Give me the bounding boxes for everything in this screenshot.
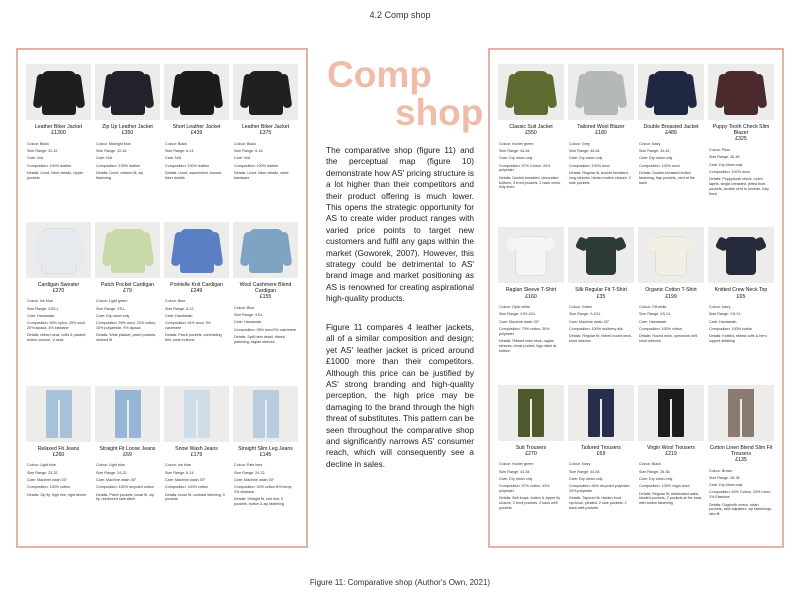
product-size-range: Size Range: 6-14 bbox=[165, 149, 194, 154]
product-care: Care: Handwash bbox=[27, 314, 55, 318]
product-colour: Colour: Black bbox=[639, 462, 661, 467]
product-name: Pointelle Knit Cardigan bbox=[170, 281, 223, 288]
product-composition: Composition: 100% wool bbox=[639, 163, 680, 168]
product-colour: Colour: Hunter green bbox=[499, 462, 534, 467]
product-size-range: Size Range: 44-54 bbox=[569, 149, 600, 154]
product-care: Care: Machine wash 30° bbox=[165, 477, 206, 482]
product-size-range: Size Range: XXS-XXL bbox=[499, 312, 536, 317]
pants-garment-icon bbox=[184, 390, 210, 438]
product-price: £69 bbox=[596, 450, 606, 457]
product-details: Details: Lined, relaxed fit, zip fastening bbox=[96, 170, 144, 180]
product-details: Details: Regular fit, elasticated waist, slanted pockets, 2 pockets at the back with button fastening bbox=[639, 491, 702, 506]
product-composition: Composition: 100% wool bbox=[709, 169, 750, 174]
product-details: Details: Lined, biker details, silver hardware bbox=[234, 170, 289, 180]
product-colour: Colour: Light blue bbox=[27, 463, 56, 468]
product-colour: Colour: Navy bbox=[639, 141, 661, 146]
product-size-range: Size Range: XS-L bbox=[96, 306, 126, 311]
product-photo bbox=[638, 64, 704, 120]
product-photo bbox=[638, 385, 704, 441]
product-price: £69 bbox=[123, 451, 132, 458]
product-photo bbox=[708, 385, 774, 441]
product-card bbox=[233, 222, 298, 376]
product-name: Leather Biker Jacket bbox=[241, 124, 290, 130]
product-size-range: Size Range: S-XXL bbox=[569, 312, 601, 317]
pants-garment-icon bbox=[253, 390, 279, 438]
product-name: Straight Slim Leg Jeans bbox=[238, 445, 293, 452]
product-photo bbox=[26, 222, 91, 278]
product-composition: Composition: 100% cotton bbox=[27, 485, 71, 490]
product-composition: Composition: 57% Cotton, 43% polyester bbox=[499, 163, 551, 173]
product-details: Details: Patch pockets, contrasting trim, pearl buttons bbox=[165, 333, 222, 343]
product-composition: Composition: 91% wool, 9% cashmere bbox=[165, 321, 211, 331]
product-photo bbox=[164, 64, 229, 120]
product-details: Details: Wide placket, patch pockets, relaxed fit bbox=[96, 333, 157, 343]
product-size-range: Size Range: 6-12 bbox=[165, 306, 194, 311]
product-care: Care: N/A bbox=[165, 156, 182, 161]
product-card bbox=[95, 64, 160, 212]
product-colour: Colour: Navy bbox=[709, 305, 731, 310]
product-details: Details: Knitted, ribbed cuffs & hem, lopped detailing bbox=[709, 334, 768, 344]
product-photo bbox=[498, 227, 564, 283]
product-name: Classic Suit Jacket bbox=[509, 124, 553, 130]
product-colour: Colour: Ice blue bbox=[27, 299, 53, 304]
product-name: Suit Trousers bbox=[515, 444, 547, 451]
product-photo bbox=[164, 222, 229, 278]
pants-garment-icon bbox=[728, 389, 754, 437]
product-care: Care: N/A bbox=[27, 156, 44, 161]
product-care: Care: Dry clean only bbox=[639, 156, 673, 161]
product-composition: Composition: 95% wool 5% cashmere bbox=[234, 327, 297, 332]
pants-garment-icon bbox=[658, 389, 684, 437]
product-care: Care: Handwash bbox=[709, 319, 737, 324]
product-card bbox=[164, 386, 229, 538]
product-photo bbox=[26, 64, 91, 120]
product-details: Details: Zip fly, high rise, rigid denim bbox=[27, 492, 86, 497]
product-size-range: Size Range: XS-XL bbox=[709, 312, 741, 317]
product-price: £489 bbox=[665, 130, 677, 137]
product-colour: Colour: Off-white bbox=[639, 305, 667, 310]
tee-garment-icon bbox=[656, 237, 686, 275]
product-card bbox=[638, 64, 704, 217]
product-care: Care: N/A bbox=[96, 156, 113, 161]
product-price: £270 bbox=[52, 287, 65, 294]
product-price: £65 bbox=[736, 293, 746, 300]
product-card bbox=[498, 64, 564, 217]
product-size-range: Size Range: 24-32 bbox=[96, 470, 127, 475]
product-photo bbox=[95, 222, 160, 278]
product-photo bbox=[708, 64, 774, 120]
product-colour: Colour: Black bbox=[165, 141, 187, 146]
pants-garment-icon bbox=[115, 390, 141, 438]
product-colour: Colour: Ice blue bbox=[165, 463, 191, 468]
product-card bbox=[568, 227, 634, 374]
body-paragraph-1: The comparative shop (figure 11) and the perceptual map (figure 10) demonstrate how AS' pricing structure is a lot higher than their competitors and their product offering is much lower. This opens the strategic opportunity for AS to create wider product ranges with varied price points to target new customers and fulfil any gaps within the market (Goworek, 2007). However, this strategy could be detrimental to AS' brand image and market positioning as AS is renowned for creating aspirational high-quality products. bbox=[326, 145, 474, 304]
product-card bbox=[95, 386, 160, 538]
product-composition: Composition: 56% nylon, 20% wool, 20% alpaca, 4% elastane bbox=[27, 321, 86, 331]
product-price: £35 bbox=[596, 293, 606, 300]
pants-garment-icon bbox=[46, 390, 72, 438]
product-size-range: Size Range: 44-54 bbox=[499, 469, 530, 474]
product-care: Care: Dry clean only bbox=[569, 476, 603, 481]
product-board-right bbox=[488, 48, 784, 548]
product-board-left bbox=[16, 48, 308, 548]
product-name: Knitted Crew Neck Top bbox=[714, 287, 768, 294]
product-name: Leather Biker Jacket bbox=[34, 124, 83, 130]
product-card bbox=[568, 64, 634, 217]
top-garment-icon bbox=[180, 229, 214, 273]
product-details: Details: Tapered fit, hidden front zip/hook, pleated, 2 side pockets, 2 back welt pockets bbox=[569, 496, 627, 510]
product-card bbox=[95, 222, 160, 376]
product-name: Patch Pocket Cardigan bbox=[100, 281, 155, 288]
product-details: Details: ribbed neck, cuffs & placket, button closure, V-neck bbox=[27, 333, 87, 343]
product-care: Care: Machine wash 30° bbox=[96, 477, 137, 482]
product-name: Zip Up Leather Jacket bbox=[102, 124, 153, 130]
product-card bbox=[708, 385, 774, 538]
product-price: £325 bbox=[735, 136, 747, 143]
product-card bbox=[26, 386, 91, 538]
product-details: Details: Lined, asymmetric closure, biker details bbox=[165, 170, 223, 180]
tee-garment-icon bbox=[726, 237, 756, 275]
product-colour: Colour: Plum bbox=[709, 147, 731, 152]
product-care: Care: Machine wash 30° bbox=[234, 477, 275, 482]
product-care: Care: Machine wash 30° bbox=[27, 477, 68, 482]
product-price: £155 bbox=[259, 294, 272, 301]
product-grid-right bbox=[490, 50, 782, 546]
product-size-range: Size Range: 34-44 bbox=[639, 149, 670, 154]
product-name: Cardigan Sweater bbox=[37, 281, 80, 288]
product-photo bbox=[95, 386, 160, 442]
top-garment-icon bbox=[584, 71, 618, 115]
product-composition: Composition: 100% wool bbox=[569, 163, 610, 168]
product-card bbox=[638, 385, 704, 538]
product-size-range: Size Range: XS-XL bbox=[639, 312, 671, 317]
product-care: Care: Handwash bbox=[165, 314, 193, 318]
product-price: £160 bbox=[525, 293, 537, 300]
product-photo bbox=[233, 64, 298, 120]
tee-garment-icon bbox=[516, 237, 546, 275]
product-details: Details: Dogtooth check, slash pockets, side adjusters, zip fastenings, slim fit bbox=[709, 502, 773, 517]
product-photo bbox=[95, 64, 160, 120]
product-photo bbox=[233, 386, 298, 442]
product-grid-left bbox=[18, 50, 306, 546]
body-paragraph-2: Figure 11 compares 4 leather jackets, all of a similar composition and design; yet AS' leather jacket is priced around £1000 more than their competitors. Although this price can be justified by AS' strong branding and high-quality perception, the high price may be damaging to the brand through the high threat of substitutes. This pattern can be seen throughout the comparative shop and significantly narrows AS' consumer reach, which will consequently see a decline in sales. bbox=[326, 322, 474, 469]
product-card bbox=[568, 385, 634, 538]
product-price: £179 bbox=[190, 451, 203, 458]
product-composition: Composition: 100% leather bbox=[165, 163, 210, 168]
product-name: Silk Regular Fit T-Shirt bbox=[575, 287, 627, 294]
product-care: Care: Dry clean only bbox=[96, 314, 130, 318]
product-details: Details: Lined, biker details, zipper pockets bbox=[27, 170, 84, 180]
product-price: £1300 bbox=[51, 130, 66, 137]
product-composition: Composition: 100% leather bbox=[27, 163, 72, 168]
product-photo bbox=[568, 385, 634, 441]
product-price: £135 bbox=[735, 457, 747, 464]
product-photo bbox=[498, 385, 564, 441]
product-name: Snow Wash Jeans bbox=[175, 445, 218, 452]
product-size-range: Size Range: 6-14 bbox=[165, 470, 194, 475]
product-composition: Composition: 100% recycled cotton bbox=[96, 485, 154, 490]
product-photo bbox=[568, 64, 634, 120]
product-details: Details: Straight fit, mid rise, 5 pockets, button & zip fastening bbox=[234, 497, 285, 507]
product-composition: Composition: 100% mulberry silk bbox=[569, 327, 623, 332]
product-details: Details: Ribbed crew neck, raglan sleeves, chest pocket, logo label at bottom bbox=[499, 339, 557, 353]
pants-garment-icon bbox=[518, 389, 544, 437]
product-photo bbox=[498, 64, 564, 120]
product-colour: Colour: Blue bbox=[234, 305, 255, 310]
product-care: Care: Dry clean only bbox=[499, 476, 533, 481]
product-name: Double Breasted Jacket bbox=[643, 124, 699, 130]
product-name: Tailored Wool Blazer bbox=[577, 124, 625, 130]
product-card bbox=[708, 64, 774, 217]
product-composition: Composition: 100% cotton bbox=[639, 327, 683, 332]
tee-garment-icon bbox=[586, 237, 616, 275]
product-composition: Composition: 100% leather bbox=[234, 163, 279, 168]
product-photo bbox=[708, 227, 774, 283]
product-price: £350 bbox=[121, 130, 134, 137]
product-price: £550 bbox=[525, 130, 537, 137]
product-care: Care: Dry clean only bbox=[709, 483, 743, 488]
product-care: Care: Dry clean only bbox=[639, 476, 673, 481]
product-details: Details: Puppytooth check, notch lapels, single-breasted, jetted front pockets, double vent to reverse, fully lined bbox=[709, 177, 769, 196]
product-size-range: Size Range: 32-42 bbox=[27, 149, 58, 154]
product-care: Care: Handwash bbox=[639, 319, 667, 324]
product-colour: Colour: Light blue bbox=[96, 463, 125, 468]
product-size-range: Size Range: 44-54 bbox=[569, 469, 600, 474]
product-care: Care: Machine wash 30° bbox=[569, 319, 610, 324]
product-colour: Colour: Black bbox=[27, 141, 49, 146]
product-photo bbox=[164, 386, 229, 442]
product-photo bbox=[233, 222, 298, 278]
product-photo bbox=[638, 227, 704, 283]
top-garment-icon bbox=[514, 71, 548, 115]
product-name: Short Leather Jacket bbox=[172, 124, 221, 130]
top-garment-icon bbox=[180, 71, 214, 115]
product-composition: Composition: 92% cotton 8% hemp 2% elastane bbox=[234, 485, 292, 495]
top-garment-icon bbox=[42, 229, 76, 273]
product-card bbox=[233, 64, 298, 212]
product-card bbox=[498, 227, 564, 374]
product-name: Puppy Tooth Check Slim Blazer bbox=[712, 124, 770, 137]
product-size-range: Size Range: 6-16 bbox=[234, 149, 263, 154]
product-care: Care: Handwash bbox=[234, 320, 262, 325]
product-card bbox=[233, 386, 298, 538]
product-card bbox=[708, 227, 774, 374]
product-details: Details: Round neck, openwork knit, short sleeves bbox=[639, 334, 698, 344]
product-name: Cotton Linen Blend Slim Fit Trousers bbox=[709, 444, 773, 457]
page-header: 4.2 Comp shop bbox=[369, 10, 431, 20]
product-price: £180 bbox=[595, 130, 607, 137]
product-price: £79 bbox=[123, 287, 132, 294]
product-size-range: Size Range: XXS-L bbox=[27, 306, 59, 311]
product-name: Organic Cotton T-Shirt bbox=[645, 287, 697, 294]
pants-garment-icon bbox=[588, 389, 614, 437]
product-size-range: Size Range: 24-32 bbox=[234, 470, 265, 475]
product-composition: Composition: 84% Cotton, 15% Linen, 1% Elastane bbox=[709, 490, 772, 500]
product-details: Details: Regular fit, ribbed round neck, short sleeves bbox=[569, 334, 632, 344]
product-composition: Composition: 100% leather bbox=[96, 163, 141, 168]
product-colour: Colour: Black bbox=[234, 141, 256, 146]
product-care: Care: Dry clean only bbox=[569, 156, 603, 161]
product-price: £145 bbox=[259, 451, 272, 458]
product-details: Details: Split hem detail, ribbed panelling, raglan sleeves bbox=[234, 334, 285, 344]
product-composition: Composition: 57% cotton, 43% polyester bbox=[499, 484, 550, 494]
product-card bbox=[26, 64, 91, 212]
product-price: £260 bbox=[52, 451, 65, 458]
top-garment-icon bbox=[654, 71, 688, 115]
product-name: Wool Cashmere Blend Cardigan bbox=[239, 281, 292, 294]
product-size-range: Size Range: 32-44 bbox=[96, 149, 127, 154]
product-size-range: Size Range: 23-32 bbox=[27, 470, 58, 475]
product-composition: Composition: 66% recycled polyester, 34% polyester bbox=[569, 484, 631, 494]
product-details: Details: Regular fit, double breasted, long sleeves, hidden button closure, 2 side pockets bbox=[569, 170, 631, 185]
product-size-range: Size Range: 44-54 bbox=[499, 149, 530, 154]
product-colour: Colour: Brown bbox=[709, 468, 733, 473]
product-price: £219 bbox=[665, 450, 677, 457]
product-card bbox=[498, 385, 564, 538]
product-card bbox=[26, 222, 91, 376]
product-name: Raglan Sleeve T-Shirt bbox=[505, 287, 557, 294]
product-price: £439 bbox=[190, 130, 203, 137]
product-colour: Colour: Hunter green bbox=[499, 141, 534, 146]
product-details: Details: Patch pockets, loose fit, zip fly, reinforced side stitch bbox=[96, 492, 155, 502]
product-colour: Colour: Grey bbox=[569, 141, 590, 146]
product-size-range: Size Range: 36-46 bbox=[709, 155, 740, 160]
product-card bbox=[164, 222, 229, 376]
product-name: Relaxed Fit Jeans bbox=[37, 445, 80, 452]
product-size-range: Size Range: 26-36 bbox=[639, 469, 670, 474]
product-colour: Colour: Pale blue bbox=[234, 463, 263, 468]
product-colour: Colour: Light green bbox=[96, 299, 128, 304]
product-care: Care: Machine wash 30° bbox=[499, 319, 540, 324]
product-name: Straight Fit Loose Jeans bbox=[99, 445, 156, 452]
top-garment-icon bbox=[42, 71, 76, 115]
product-colour: Colour: Midnight blue bbox=[96, 141, 131, 146]
title-shop: shop bbox=[395, 92, 484, 133]
product-price: £375 bbox=[259, 130, 272, 137]
product-care: Care: N/A bbox=[234, 156, 251, 161]
product-colour: Colour: Green bbox=[569, 305, 593, 310]
product-name: Virgin Wool Trousers bbox=[647, 444, 695, 451]
product-price: £270 bbox=[525, 450, 537, 457]
product-composition: Composition: 70% cotton, 30% polyester bbox=[499, 327, 550, 336]
product-details: Details: Double-breasted button fastening, flap pockets, vent at the back bbox=[639, 170, 695, 185]
figure-caption: Figure 11: Comparative shop (Author's Own, 2021) bbox=[309, 578, 491, 587]
top-garment-icon bbox=[249, 71, 283, 115]
product-composition: Composition: 100% cotton bbox=[709, 327, 753, 332]
product-price: £249 bbox=[190, 287, 203, 294]
product-colour: Colour: Navy bbox=[569, 462, 591, 467]
product-size-range: Size Range: XS-L bbox=[234, 312, 264, 317]
top-garment-icon bbox=[724, 71, 758, 115]
product-colour: Colour: Blue bbox=[165, 299, 186, 304]
product-care: Care: Dry clean only bbox=[709, 162, 743, 167]
product-colour: Colour: Optic white bbox=[499, 305, 531, 310]
product-composition: Composition: 59% wool, 22% cotton, 10% polyamide, 9% alpaca bbox=[96, 321, 157, 331]
product-photo bbox=[568, 227, 634, 283]
top-garment-icon bbox=[111, 229, 145, 273]
title-comp: Comp bbox=[327, 54, 432, 95]
product-card bbox=[638, 227, 704, 374]
top-garment-icon bbox=[249, 229, 283, 273]
product-card bbox=[164, 64, 229, 212]
product-care: Care: Dry clean only bbox=[499, 156, 533, 161]
product-price: £199 bbox=[665, 293, 677, 300]
product-details: Details: loose fit, contrast stitching, 5 pockets bbox=[165, 492, 225, 502]
product-size-range: Size Range: 28-38 bbox=[709, 475, 740, 480]
product-details: Details: Belt loops, button & zipper fly closure, 2 front pockets, 2 back welt pockets bbox=[499, 496, 561, 510]
product-composition: Composition: 100% cotton bbox=[165, 485, 209, 490]
product-details: Details: Double breasted, decorative buttons, 3 front pockets, 2 back vents, fully lined bbox=[499, 175, 562, 190]
product-composition: Composition: 100% virgin wool bbox=[639, 484, 690, 489]
product-photo bbox=[26, 386, 91, 442]
top-garment-icon bbox=[111, 71, 145, 115]
product-name: Tailored Trousers bbox=[581, 444, 621, 451]
